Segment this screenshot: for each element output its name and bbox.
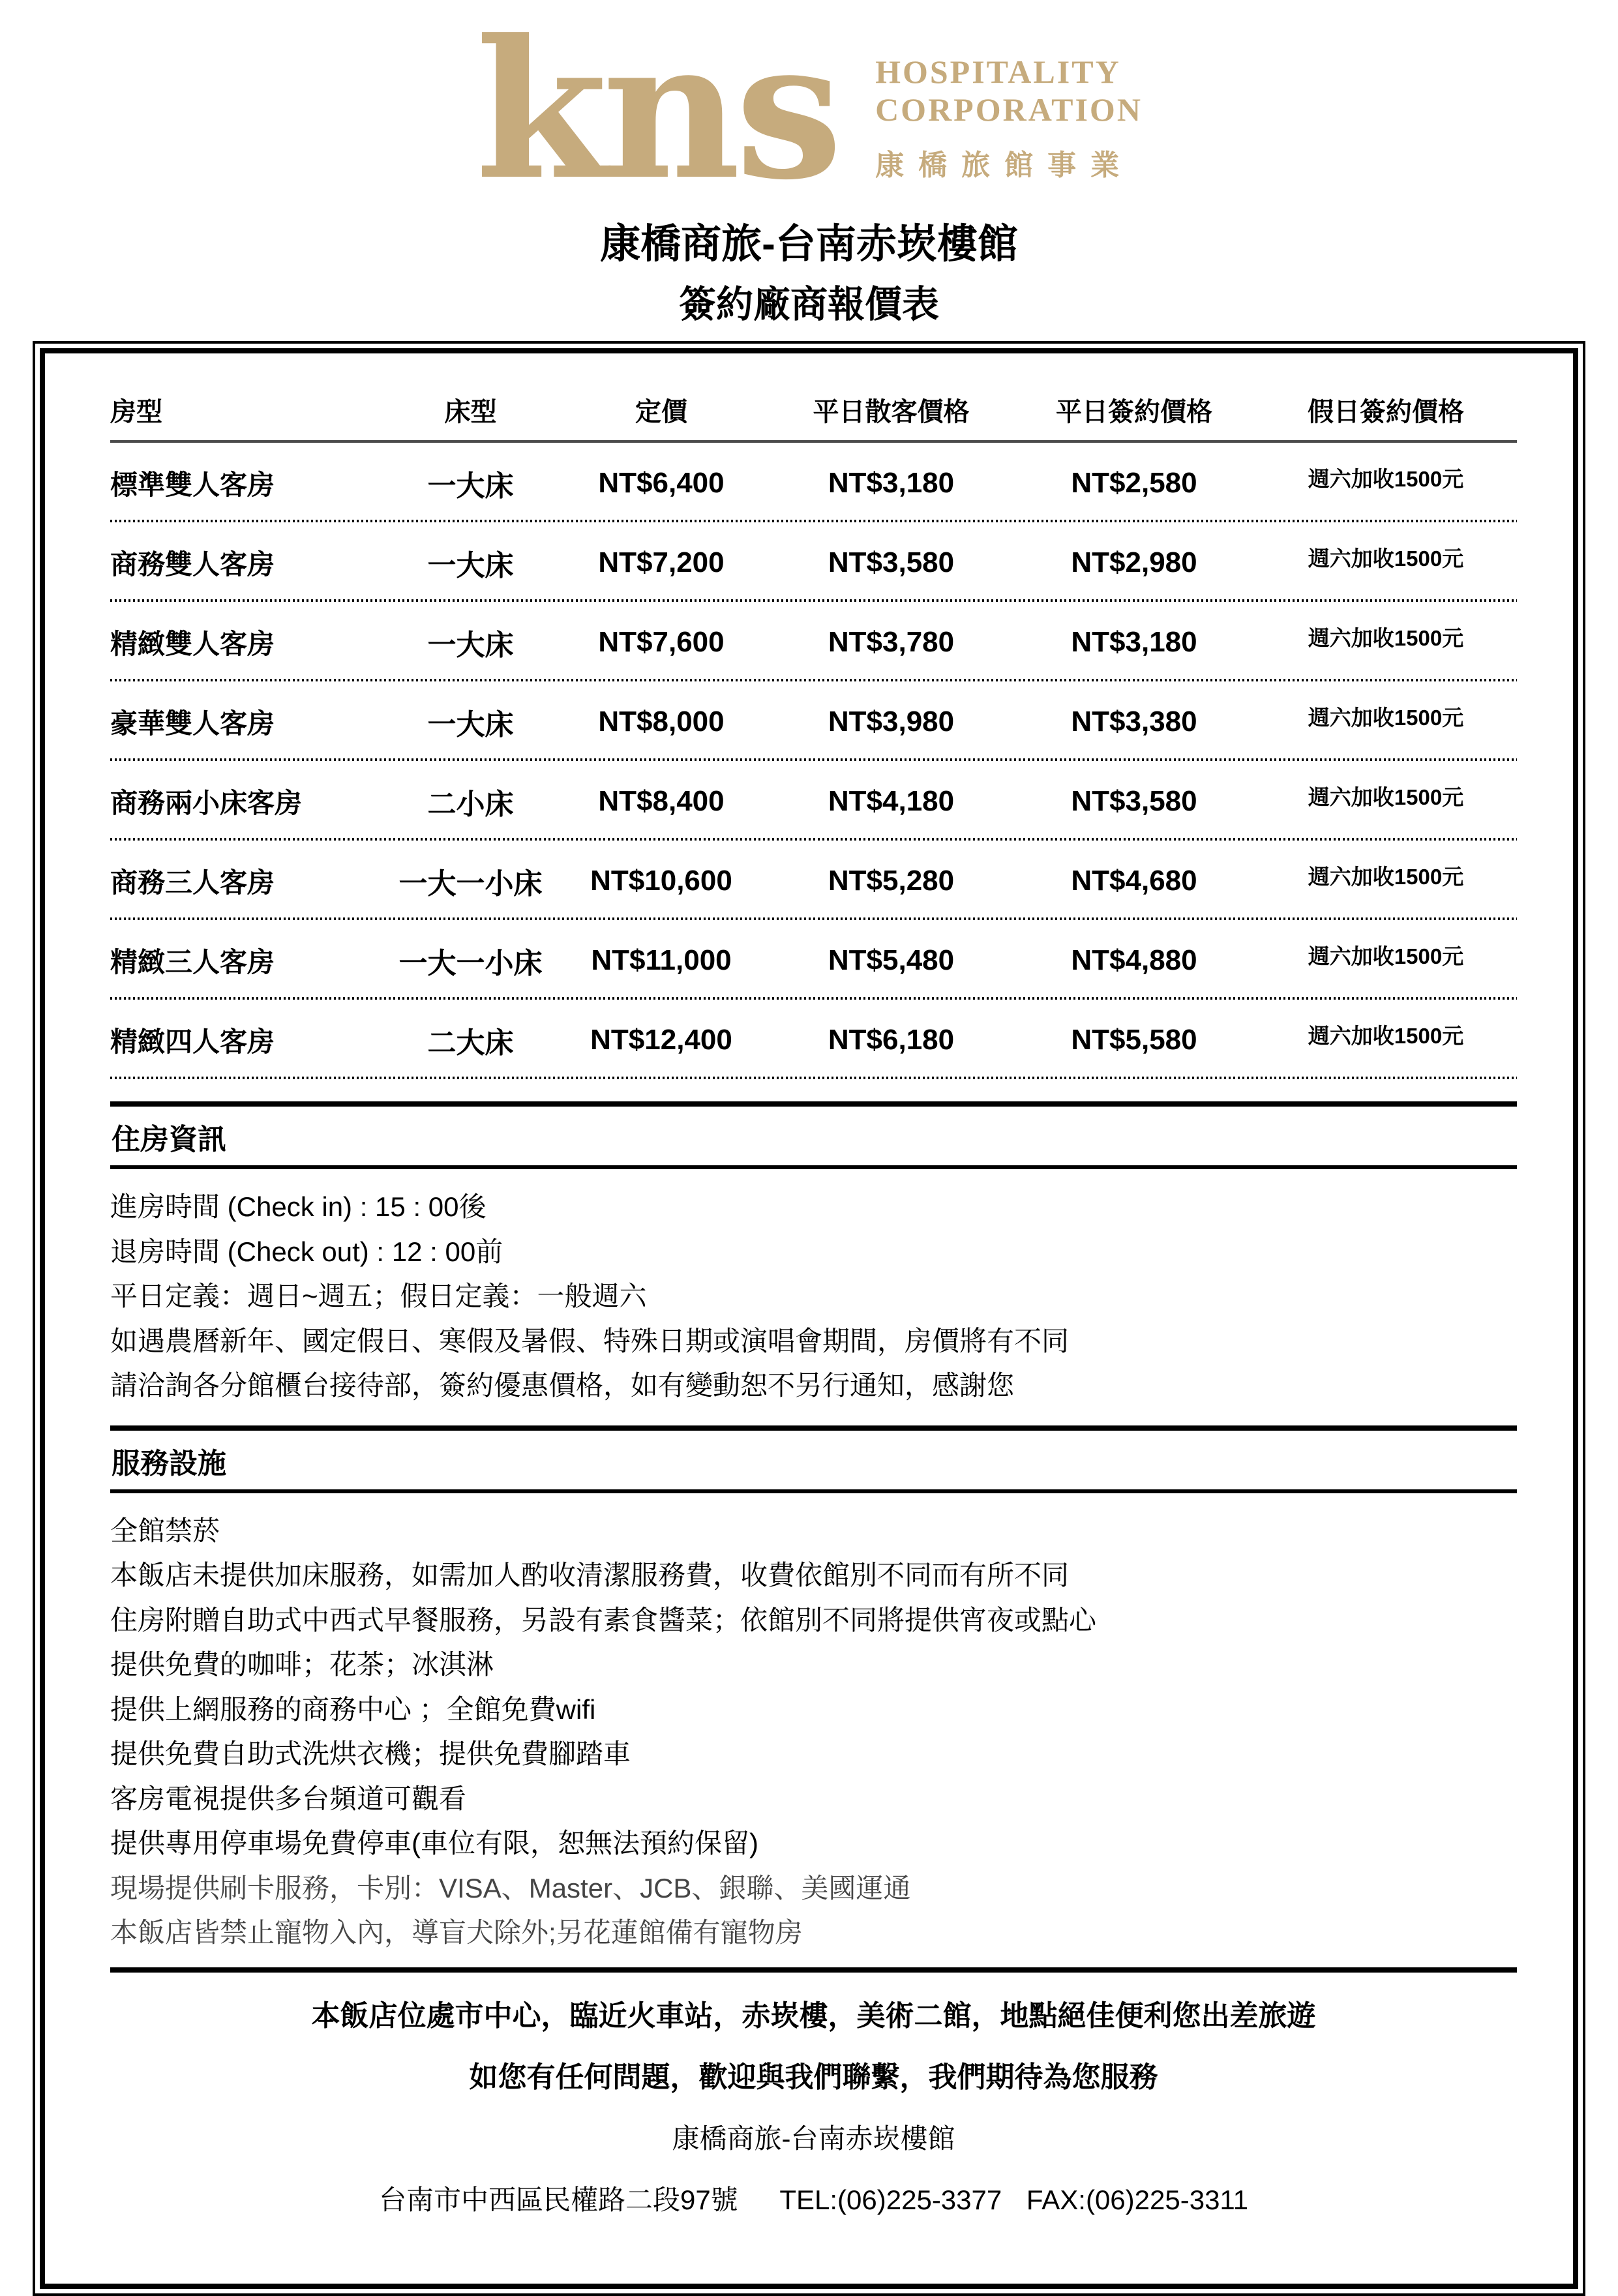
footer-note-1: 本飯店位處市中心，臨近火車站，赤崁樓，美術二館，地點絕佳便利您出差旅遊: [311, 1999, 1316, 2032]
price-table: [110, 381, 1517, 1079]
holiday-note-cell: 週六加收1500元: [1308, 785, 1464, 809]
walkin-price-cell: NT$3,780: [828, 626, 955, 658]
holiday-note-cell: 週六加收1500元: [1308, 546, 1464, 571]
row-divider: [110, 1077, 1517, 1079]
walkin-price-cell: NT$3,180: [828, 467, 955, 499]
footer-fax: FAX:(06)225-3311: [1026, 2184, 1249, 2215]
text-line: 本飯店未提供加床服務，如需加人酌收清潔服務費，收費依館別不同而有所不同: [110, 1560, 1070, 1590]
text-line: 提供上網服務的商務中心 ；全館免費wifi: [110, 1693, 596, 1725]
holiday-note-cell: 週六加收1500元: [1308, 1024, 1464, 1048]
list-price-cell: NT$12,400: [590, 1024, 732, 1056]
list-price-cell: NT$10,600: [590, 865, 732, 897]
table-row: [110, 920, 1517, 997]
footer-tel: TEL:(06)225-3377: [779, 2184, 1002, 2215]
walkin-price-cell: NT$4,180: [828, 785, 955, 817]
bed-type-cell: 一大床: [427, 709, 514, 741]
text-line: 進房時間 (Check in) : 15 : 00後: [110, 1191, 487, 1222]
text-line: 提供免費的咖啡；花茶；冰淇淋: [110, 1649, 494, 1680]
bed-type-cell: 一大一小床: [398, 868, 543, 900]
contract-price-cell: NT$4,680: [1071, 865, 1197, 897]
list-price-cell: NT$7,600: [598, 626, 725, 658]
section-heading-services: 服務設施: [112, 1447, 226, 1480]
contract-price-cell: NT$3,380: [1071, 706, 1197, 738]
footer: [110, 1967, 1517, 2218]
column-header: 平日簽約價格: [1056, 398, 1212, 426]
section-services: [110, 1425, 1517, 1950]
room-type-cell: 精緻雙人客房: [110, 629, 275, 659]
table-row: [110, 522, 1517, 599]
brand-line-corporation: CORPORATION: [875, 91, 1143, 128]
sheet-inner: [40, 348, 1578, 2289]
brand-text-block: [875, 53, 1143, 183]
bed-type-cell: 一大床: [427, 470, 514, 502]
footer-contact-line: [110, 2179, 1517, 2218]
list-price-cell: NT$6,400: [598, 467, 725, 499]
bordered-sheet: [33, 341, 1585, 2296]
text-line: 請洽詢各分館櫃台接待部，簽約優惠價格，如有變動恕不另行通知，感謝您: [110, 1370, 1015, 1401]
text-line: 本飯店皆禁止寵物入內，導盲犬除外;另花蓮館備有寵物房: [110, 1917, 803, 1948]
contract-price-cell: NT$4,880: [1071, 944, 1197, 976]
list-price-cell: NT$7,200: [598, 546, 725, 578]
room-type-cell: 標準雙人客房: [110, 470, 275, 500]
services-lines: [110, 1493, 1517, 1950]
brand-line-chinese: 康橋旅館事業: [875, 149, 1134, 181]
column-header: 平日散客價格: [813, 398, 970, 426]
holiday-note-cell: 週六加收1500元: [1308, 706, 1464, 730]
contract-price-cell: NT$3,580: [1071, 785, 1197, 817]
table-row: [110, 841, 1517, 917]
room-type-cell: 商務雙人客房: [110, 549, 275, 580]
list-price-cell: NT$8,400: [598, 785, 725, 817]
contract-price-cell: NT$3,180: [1071, 626, 1197, 658]
column-header: 床型: [444, 398, 497, 426]
column-header: 假日簽約價格: [1308, 398, 1464, 426]
text-line: 全館禁菸: [110, 1515, 220, 1546]
room-type-cell: 商務兩小床客房: [110, 788, 303, 818]
holiday-note-cell: 週六加收1500元: [1308, 865, 1464, 889]
text-line: 退房時間 (Check out) : 12 : 00前: [110, 1236, 503, 1267]
section-room-info: [110, 1101, 1517, 1403]
holiday-note-cell: 週六加收1500元: [1308, 467, 1464, 491]
list-price-cell: NT$11,000: [591, 944, 732, 976]
page-title: 康橋商旅-台南赤崁樓館: [600, 222, 1018, 267]
table-row: [110, 761, 1517, 838]
walkin-price-cell: NT$5,480: [828, 944, 955, 976]
brand-line-hospitality: HOSPITALITY: [875, 53, 1121, 90]
walkin-price-cell: NT$6,180: [828, 1024, 955, 1056]
info-lines: [110, 1169, 1517, 1403]
brand-header: [0, 0, 1618, 222]
table-row: [110, 681, 1517, 758]
walkin-price-cell: NT$5,280: [828, 865, 955, 897]
walkin-price-cell: NT$3,580: [828, 546, 955, 578]
text-line: 如遇農曆新年、國定假日、寒假及暑假、特殊日期或演唱會期間，房價將有不同: [110, 1325, 1070, 1356]
section-heading-room-info: 住房資訊: [112, 1124, 226, 1155]
section-divider: [110, 1425, 1517, 1431]
column-header: 定價: [635, 398, 687, 426]
room-type-cell: 豪華雙人客房: [110, 708, 275, 739]
text-line: 提供免費自助式洗烘衣機；提供免費腳踏車: [110, 1738, 631, 1769]
contract-price-cell: NT$2,580: [1071, 467, 1197, 499]
column-header: 房型: [110, 398, 162, 426]
footer-address: 台南市中西區民權路二段97號: [378, 2184, 738, 2215]
room-type-cell: 精緻三人客房: [110, 947, 275, 977]
room-type-cell: 精緻四人客房: [110, 1026, 275, 1057]
table-row: [110, 1000, 1517, 1077]
text-line: 現場提供刷卡服務，卡別：VISA、Master、JCB、銀聯、美國運通: [110, 1872, 911, 1903]
footer-note-2: 如您有任何問題，歡迎與我們聯繫，我們期待為您服務: [469, 2061, 1158, 2093]
contract-price-cell: NT$5,580: [1071, 1024, 1197, 1056]
list-price-cell: NT$8,000: [598, 706, 725, 738]
price-table-body: [110, 443, 1517, 1079]
footer-divider: [110, 1967, 1517, 1973]
room-type-cell: 商務三人客房: [110, 867, 275, 898]
bed-type-cell: 一大床: [427, 629, 514, 661]
page-subtitle: 簽約廠商報價表: [679, 284, 939, 325]
text-line: 提供專用停車場免費停車(車位有限，恕無法預約保留): [110, 1828, 758, 1858]
footer-hotel-name: 康橋商旅-台南赤崁樓館: [672, 2123, 955, 2154]
section-divider: [110, 1101, 1517, 1107]
holiday-note-cell: 週六加收1500元: [1308, 944, 1464, 968]
bed-type-cell: 一大床: [427, 550, 514, 582]
contract-price-cell: NT$2,980: [1071, 546, 1197, 578]
walkin-price-cell: NT$3,980: [828, 706, 955, 738]
holiday-note-cell: 週六加收1500元: [1308, 626, 1464, 650]
text-line: 平日定義：週日~週五；假日定義：一般週六: [110, 1281, 647, 1311]
text-line: 客房電視提供多台頻道可觀看: [110, 1783, 467, 1814]
table-row: [110, 602, 1517, 679]
bed-type-cell: 二大床: [427, 1027, 514, 1059]
bed-type-cell: 一大一小床: [398, 947, 543, 979]
price-table-header: [110, 381, 1517, 440]
bed-type-cell: 二小床: [427, 788, 514, 820]
kns-logo: kns: [475, 0, 838, 222]
table-row: [110, 443, 1517, 520]
text-line: 住房附贈自助式中西式早餐服務，另設有素食醬菜；依館別不同將提供宵夜或點心: [110, 1604, 1097, 1635]
